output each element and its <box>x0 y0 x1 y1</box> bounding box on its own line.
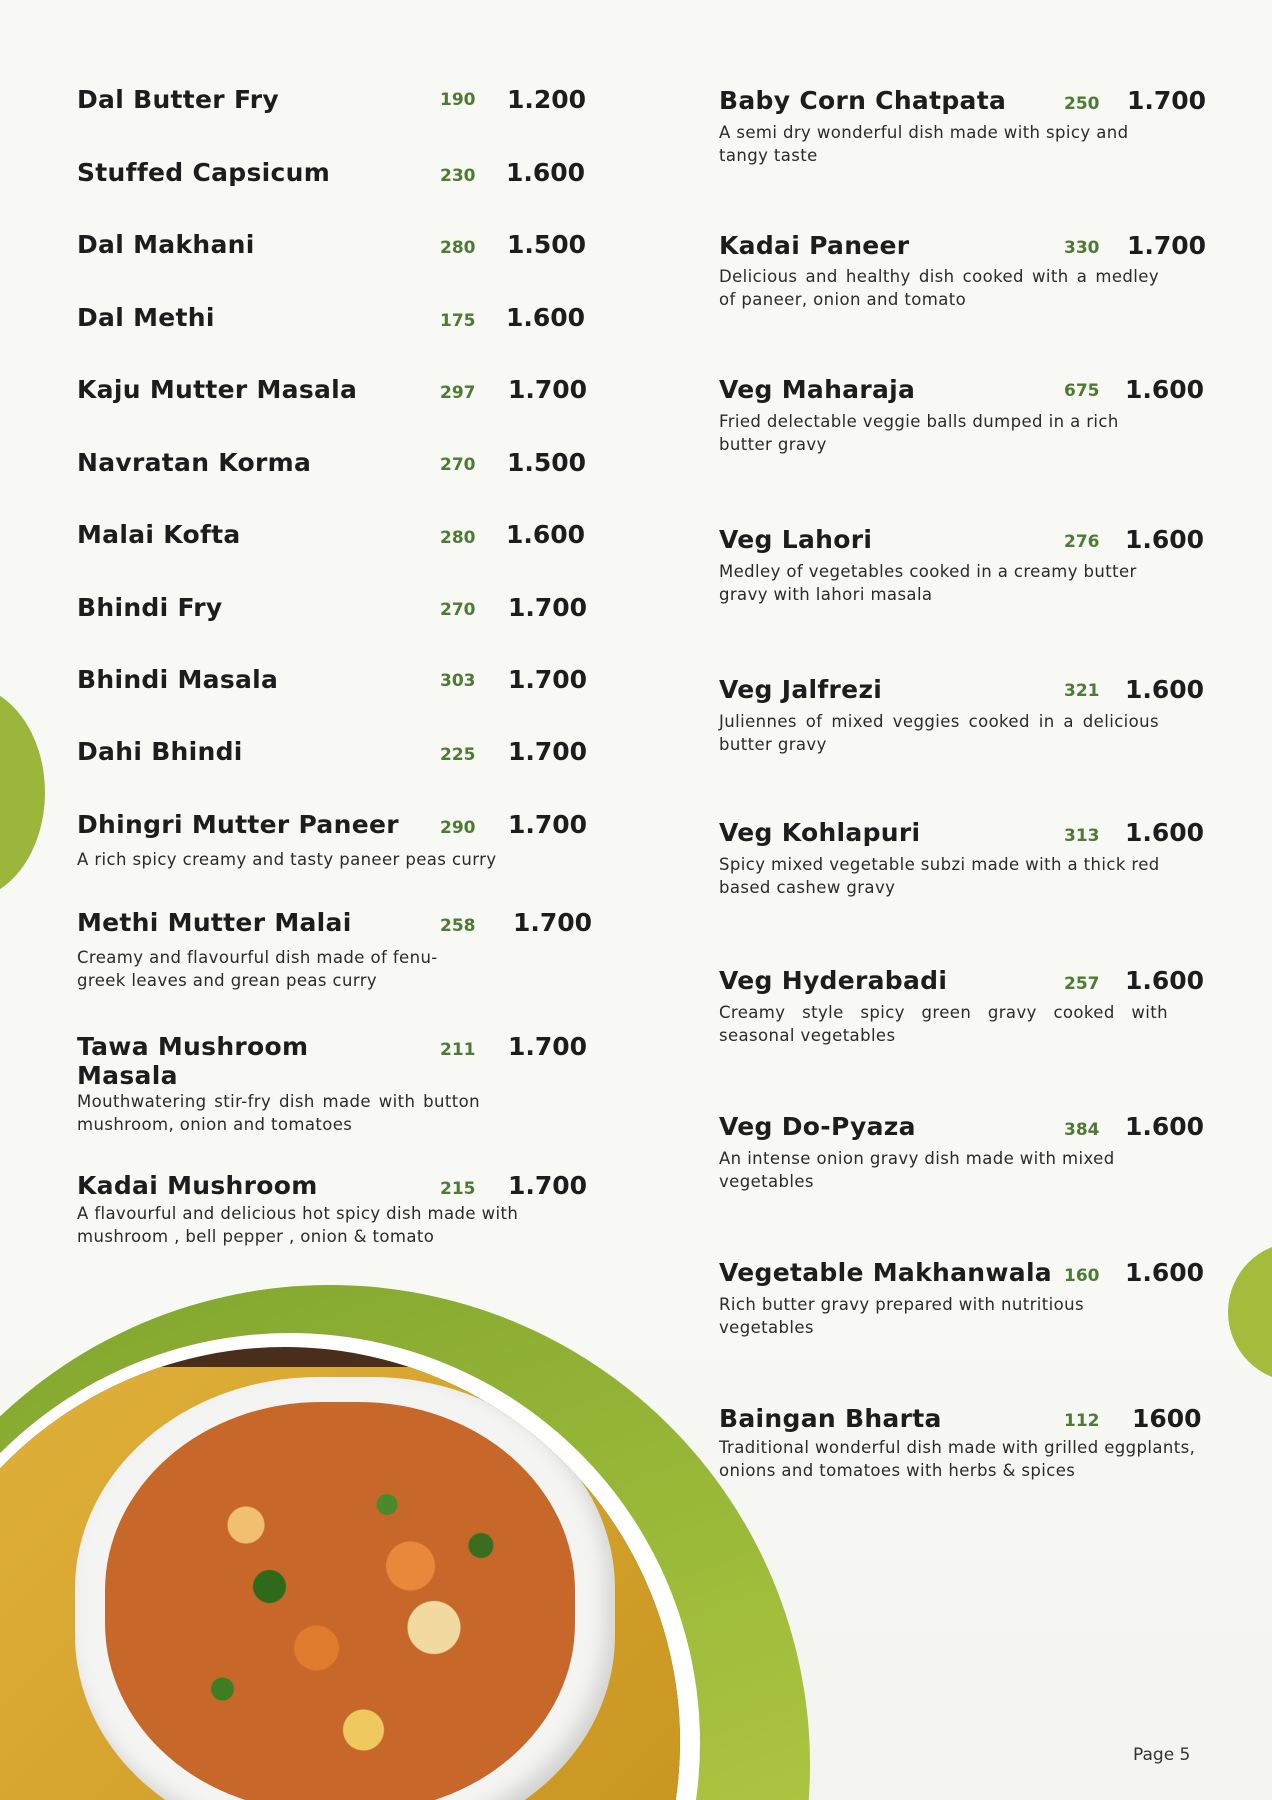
item-name: Dal Makhani <box>77 230 255 259</box>
item-code: 297 <box>440 383 476 403</box>
item-code: 313 <box>1064 826 1100 846</box>
item-price: 1.500 <box>507 230 587 259</box>
item-price: 1.700 <box>508 1171 588 1200</box>
item-code: 330 <box>1064 238 1100 258</box>
item-code: 230 <box>440 166 476 186</box>
item-name: Dhingri Mutter Paneer <box>77 810 399 839</box>
item-price: 1.700 <box>1127 231 1207 260</box>
item-price: 1.600 <box>1125 966 1205 995</box>
item-name: Veg Lahori <box>719 525 873 554</box>
item-name: Veg Hyderabadi <box>719 966 948 995</box>
item-name: Tawa Mushroom Masala <box>77 1032 309 1090</box>
item-price: 1.500 <box>507 448 587 477</box>
item-name: Methi Mutter Malai <box>77 908 352 937</box>
item-name: Kadai Paneer <box>719 231 910 260</box>
item-name: Navratan Korma <box>77 448 312 477</box>
item-code: 276 <box>1064 532 1100 552</box>
item-price: 1.700 <box>508 593 588 622</box>
item-price: 1.700 <box>508 665 588 694</box>
item-code: 211 <box>440 1040 476 1060</box>
item-code: 257 <box>1064 974 1100 994</box>
item-description: Fried delectable veggie balls dumped in a rich butter gravy <box>719 412 1119 454</box>
item-price: 1.700 <box>508 737 588 766</box>
item-description: Creamy style spicy green gravy cooked with seasonal vegetables <box>719 1003 1168 1045</box>
item-description: A flavourful and delicious hot spicy dish made with mushroom , bell pepper , onion & tomato <box>77 1204 519 1246</box>
item-price: 1.600 <box>506 158 586 187</box>
item-price: 1.600 <box>1125 375 1205 404</box>
food-photo-area <box>0 1285 820 1800</box>
item-name: Veg Do-Pyaza <box>719 1112 916 1141</box>
item-price: 1.700 <box>1127 86 1207 115</box>
item-code: 384 <box>1064 1120 1100 1140</box>
item-code: 250 <box>1064 94 1100 114</box>
item-description: Delicious and healthy dish cooked with a medley of paneer, onion and tomato <box>719 267 1159 309</box>
item-description: A rich spicy creamy and tasty paneer peas curry <box>77 850 497 869</box>
item-code: 303 <box>440 671 476 691</box>
item-price: 1600 <box>1132 1404 1202 1433</box>
item-price: 1.600 <box>1125 675 1205 704</box>
item-price: 1.600 <box>506 303 586 332</box>
item-name: Kadai Mushroom <box>77 1171 318 1200</box>
item-code: 190 <box>440 90 476 110</box>
item-name: Bhindi Fry <box>77 593 223 622</box>
item-price: 1.600 <box>1125 1258 1205 1287</box>
item-code: 258 <box>440 916 476 936</box>
item-price: 1.600 <box>506 520 586 549</box>
item-name: Baingan Bharta <box>719 1404 942 1433</box>
item-name: Malai Kofta <box>77 520 241 549</box>
item-price: 1.600 <box>1125 818 1205 847</box>
item-price: 1.700 <box>513 908 593 937</box>
item-code: 175 <box>440 311 476 331</box>
item-price: 1.700 <box>508 1032 588 1061</box>
item-description: Juliennes of mixed veggies cooked in a delicious butter gravy <box>719 712 1159 754</box>
item-name: Veg Maharaja <box>719 375 916 404</box>
decorative-green-circle-left <box>0 685 45 900</box>
item-description: Traditional wonderful dish made with grilled eggplants, onions and tomatoes with herbs & spices <box>719 1438 1196 1480</box>
item-name: Dahi Bhindi <box>77 737 243 766</box>
item-code: 280 <box>440 238 476 258</box>
item-name: Baby Corn Chatpata <box>719 86 1007 115</box>
item-code: 160 <box>1064 1266 1100 1286</box>
item-name: Vegetable Makhanwala <box>719 1258 1052 1287</box>
item-code: 270 <box>440 600 476 620</box>
item-code: 270 <box>440 455 476 475</box>
item-code: 290 <box>440 818 476 838</box>
item-description: An intense onion gravy dish made with mixed vegetables <box>719 1149 1115 1191</box>
item-price: 1.200 <box>507 85 587 114</box>
item-price: 1.700 <box>508 375 588 404</box>
item-name: Veg Jalfrezi <box>719 675 883 704</box>
vegetable-curry <box>105 1402 575 1800</box>
item-code: 112 <box>1064 1411 1100 1431</box>
item-code: 675 <box>1064 381 1100 401</box>
item-code: 280 <box>440 528 476 548</box>
item-description: Mouthwatering stir-fry dish made with button mushroom, onion and tomatoes <box>77 1092 480 1134</box>
item-price: 1.700 <box>508 810 588 839</box>
item-code: 215 <box>440 1179 476 1199</box>
item-name: Stuffed Capsicum <box>77 158 331 187</box>
item-description: Rich butter gravy prepared with nutritious vegetables <box>719 1295 1084 1337</box>
item-name: Dal Methi <box>77 303 215 332</box>
item-code: 321 <box>1064 681 1100 701</box>
item-name: Bhindi Masala <box>77 665 279 694</box>
item-price: 1.600 <box>1125 525 1205 554</box>
item-description: Spicy mixed vegetable subzi made with a thick red based cashew gravy <box>719 855 1160 897</box>
food-photo <box>0 1347 680 1800</box>
page-number: Page 5 <box>1133 1745 1191 1765</box>
item-description: Creamy and flavourful dish made of fenu-greek leaves and grean peas curry <box>77 948 438 990</box>
item-price: 1.600 <box>1125 1112 1205 1141</box>
item-name: Kaju Mutter Masala <box>77 375 358 404</box>
item-name: Veg Kohlapuri <box>719 818 921 847</box>
item-description: Medley of vegetables cooked in a creamy butter gravy with lahori masala <box>719 562 1137 604</box>
item-name: Dal Butter Fry <box>77 85 279 114</box>
item-code: 225 <box>440 745 476 765</box>
item-description: A semi dry wonderful dish made with spicy and tangy taste <box>719 123 1129 165</box>
